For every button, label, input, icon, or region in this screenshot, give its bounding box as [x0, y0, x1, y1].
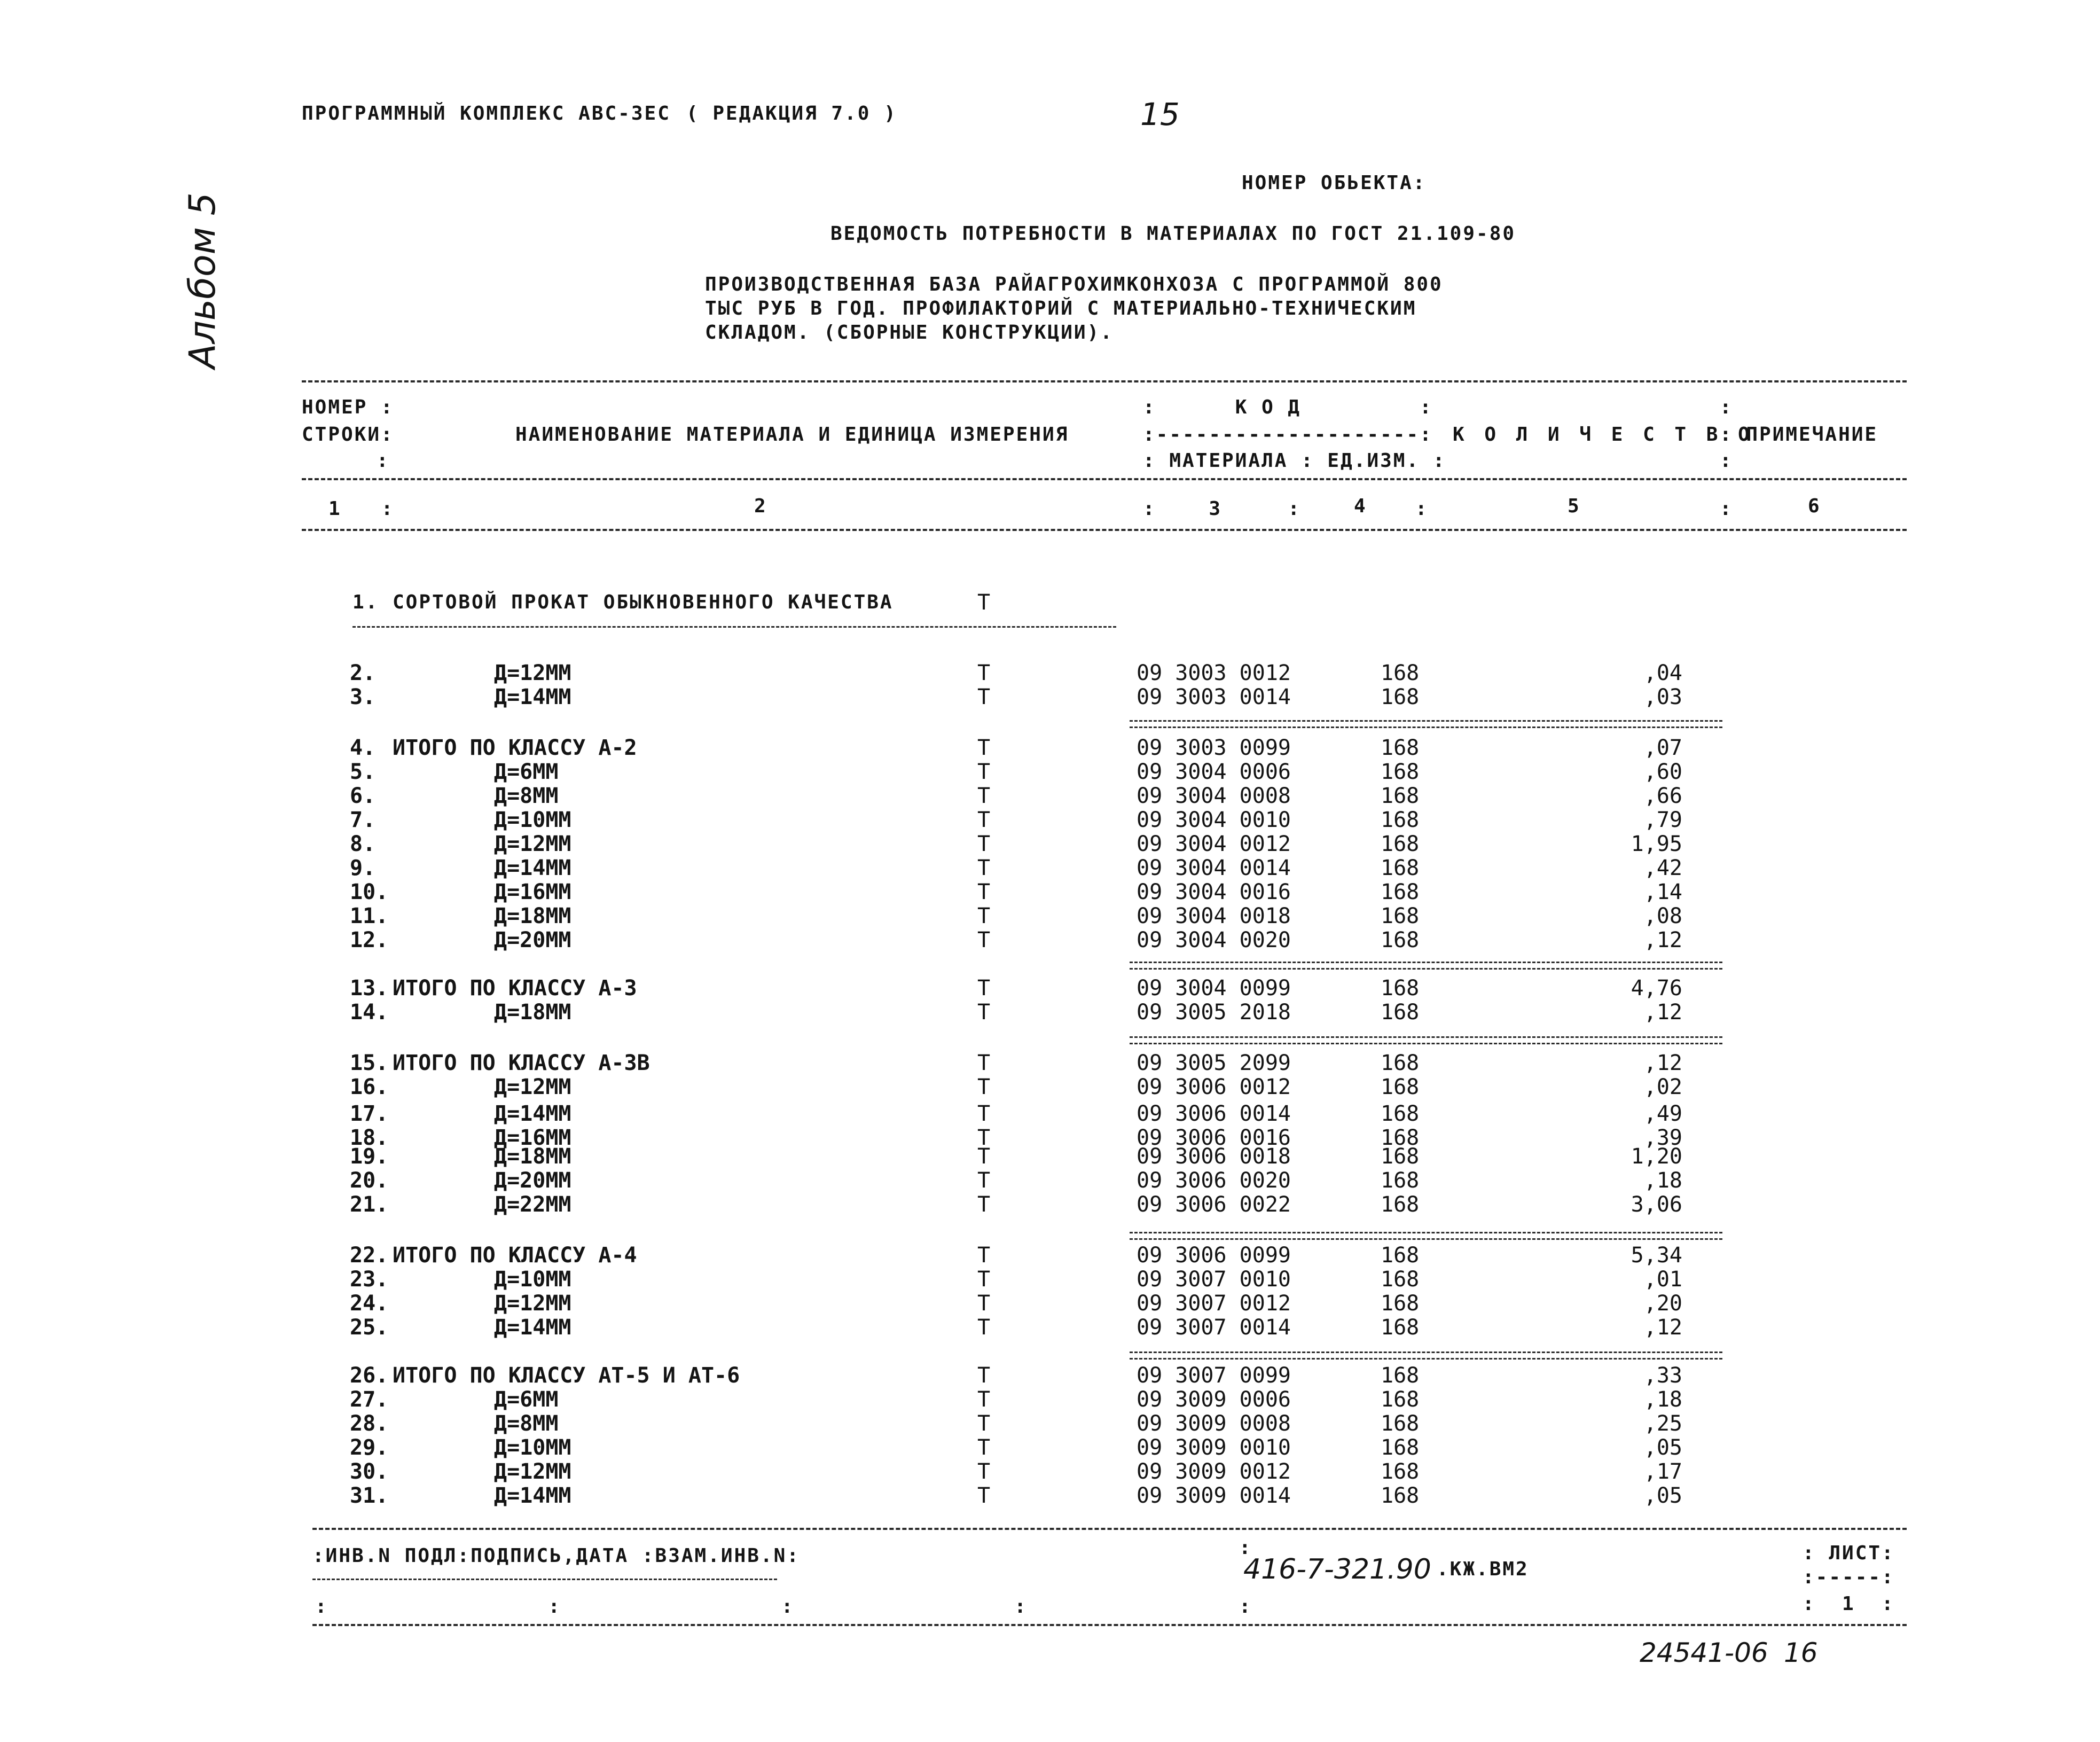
row-number: 23.: [350, 1267, 389, 1292]
total-separator: [1130, 1352, 1722, 1360]
row-number: 11.: [350, 904, 389, 928]
material-code: 09 3003 0014: [1137, 685, 1291, 709]
material-code: 09 3009 0008: [1137, 1411, 1291, 1436]
material-code: 09 3004 0006: [1137, 760, 1291, 784]
unit: Т: [977, 1411, 991, 1436]
material-name: Д=14ММ: [494, 1315, 571, 1340]
unit-code: 168: [1381, 832, 1420, 856]
material-name: Д=16ММ: [494, 880, 571, 904]
quantity: ,08: [1643, 904, 1682, 928]
quantity: ,07: [1643, 736, 1682, 760]
material-name: Д=10ММ: [494, 808, 571, 832]
quantity: ,12: [1643, 928, 1682, 952]
header-quantity: К О Л И Ч Е С Т В О: [1453, 424, 1754, 446]
material-name: Д=8ММ: [494, 784, 559, 808]
unit-code: 168: [1381, 928, 1420, 952]
unit-code: 168: [1381, 1411, 1420, 1436]
unit-code: 168: [1381, 661, 1420, 685]
unit: Т: [977, 1459, 991, 1484]
material-code: 09 3004 0016: [1137, 880, 1291, 904]
unit: Т: [977, 760, 991, 784]
unit: Т: [977, 661, 991, 685]
row-number: 24.: [350, 1291, 389, 1316]
unit-code: 168: [1381, 808, 1420, 832]
quantity: ,12: [1643, 1051, 1682, 1075]
table-row: [0, 761, 2100, 786]
table-row: [0, 662, 2100, 687]
section-unit: Т: [977, 590, 991, 615]
sheet-separator: :-----:: [1803, 1566, 1895, 1588]
row-number: 27.: [350, 1387, 389, 1412]
unit-code: 168: [1381, 1387, 1420, 1412]
material-name: Д=18ММ: [494, 904, 571, 928]
description-line: СКЛАДОМ. (СБОРНЫЕ КОНСТРУКЦИИ).: [705, 322, 1114, 343]
doc-code-colon: :: [1239, 1596, 1252, 1618]
unit-code: 168: [1381, 1363, 1420, 1388]
row-number: 2.: [350, 661, 376, 685]
program-name: ПРОГРАММНЫЙ КОМПЛЕКС АВС-3ЕС: [302, 103, 671, 124]
unit-code: 168: [1381, 1051, 1420, 1075]
material-code: 09 3006 0018: [1137, 1144, 1291, 1169]
table-row: [0, 833, 2100, 858]
material-code: 09 3009 0010: [1137, 1435, 1291, 1460]
table-row: [0, 1194, 2100, 1218]
quantity: ,25: [1643, 1411, 1682, 1436]
quantity: ,12: [1643, 1315, 1682, 1340]
material-name: ИТОГО ПО КЛАССУ А-2: [393, 736, 637, 760]
row-number: 26.: [350, 1363, 389, 1388]
material-name: Д=10ММ: [494, 1435, 571, 1460]
row-number: 6.: [350, 784, 376, 808]
table-row: [0, 978, 2100, 1002]
material-name: Д=22ММ: [494, 1192, 571, 1217]
unit-code: 168: [1381, 1483, 1420, 1508]
unit-code: 168: [1381, 1291, 1420, 1316]
row-number: 16.: [350, 1075, 389, 1099]
archive-number: 24541-06: [1640, 1637, 1768, 1668]
unit: Т: [977, 832, 991, 856]
col-number-2: 2: [754, 495, 767, 517]
material-name: Д=18ММ: [494, 1000, 571, 1025]
unit-code: 168: [1381, 784, 1420, 808]
material-name: Д=12ММ: [494, 1075, 571, 1099]
unit: Т: [977, 1435, 991, 1460]
table-row: [0, 1245, 2100, 1269]
material-name: ИТОГО ПО КЛАССУ А-3: [393, 976, 637, 1001]
material-name: Д=20ММ: [494, 928, 571, 952]
sheet-label: : ЛИСТ:: [1803, 1542, 1895, 1564]
description-line: ТЫС РУБ В ГОД. ПРОФИЛАКТОРИЙ С МАТЕРИАЛЬНО-ТЕХНИЧЕСКИМ: [705, 298, 1417, 319]
header-note-top: :: [1720, 396, 1733, 418]
material-name: ИТОГО ПО КЛАССУ АТ-5 И АТ-6: [393, 1363, 740, 1388]
section-name: СОРТОВОЙ ПРОКАТ ОБЫКНОВЕННОГО КАЧЕСТВА: [393, 591, 894, 613]
material-name: Д=12ММ: [494, 661, 571, 685]
header-row-number-line2: СТРОКИ:: [302, 424, 394, 446]
unit-code: 168: [1381, 976, 1420, 1001]
divider: [312, 1528, 1907, 1530]
unit-code: 168: [1381, 1315, 1420, 1340]
material-code: 09 3007 0012: [1137, 1291, 1291, 1316]
row-number: 20.: [350, 1168, 389, 1193]
unit-code: 168: [1381, 736, 1420, 760]
unit: Т: [977, 1051, 991, 1075]
unit-code: 168: [1381, 880, 1420, 904]
row-number: 13.: [350, 976, 389, 1001]
doc-code: 416-7-321.90: [1243, 1553, 1431, 1585]
material-code: 09 3005 2099: [1137, 1051, 1291, 1075]
unit: Т: [977, 1267, 991, 1292]
unit-code: 168: [1381, 685, 1420, 709]
material-code: 09 3007 0014: [1137, 1315, 1291, 1340]
unit-code: 168: [1381, 1126, 1420, 1150]
table-row: [0, 881, 2100, 906]
sheet-number: : 1 :: [1803, 1593, 1895, 1615]
unit-code: 168: [1381, 1267, 1420, 1292]
table-row: [0, 1317, 2100, 1341]
document-title: ВЕДОМОСТЬ ПОТРЕБНОСТИ В МАТЕРИАЛАХ ПО ГОСТ 21.109-80: [830, 223, 1516, 245]
table-row: [0, 1389, 2100, 1413]
table-row: [0, 1076, 2100, 1101]
unit: Т: [977, 856, 991, 880]
table-row: [0, 809, 2100, 834]
quantity: ,01: [1643, 1267, 1682, 1292]
table-row: [0, 929, 2100, 954]
material-name: Д=14ММ: [494, 856, 571, 880]
material-name: Д=12ММ: [494, 1291, 571, 1316]
col-number-6-sep: :: [1720, 498, 1733, 520]
row-number: 21.: [350, 1192, 389, 1217]
unit: Т: [977, 1000, 991, 1025]
quantity: ,49: [1643, 1102, 1682, 1126]
material-code: 09 3009 0006: [1137, 1387, 1291, 1412]
material-name: ИТОГО ПО КЛАССУ А-4: [393, 1243, 637, 1268]
material-name: Д=14ММ: [494, 1102, 571, 1126]
table-row: [0, 1437, 2100, 1462]
material-name: ИТОГО ПО КЛАССУ А-3В: [393, 1051, 650, 1075]
material-code: 09 3004 0018: [1137, 904, 1291, 928]
divider: [302, 380, 1907, 382]
divider: [352, 626, 1116, 628]
unit: Т: [977, 1387, 991, 1412]
col-number-6: 6: [1808, 495, 1821, 517]
material-code: 09 3006 0099: [1137, 1243, 1291, 1268]
quantity: ,03: [1643, 685, 1682, 709]
unit-code: 168: [1381, 1243, 1420, 1268]
unit: Т: [977, 1363, 991, 1388]
unit: Т: [977, 1483, 991, 1508]
header-row-number-line1: НОМЕР :: [302, 396, 394, 418]
material-name: Д=12ММ: [494, 832, 571, 856]
unit: Т: [977, 880, 991, 904]
table-row: [0, 785, 2100, 810]
material-name: Д=20ММ: [494, 1168, 571, 1193]
quantity: ,02: [1643, 1075, 1682, 1099]
row-number: 17.: [350, 1102, 389, 1126]
material-code: 09 3006 0022: [1137, 1192, 1291, 1217]
material-code: 09 3006 0016: [1137, 1126, 1291, 1150]
unit: Т: [977, 784, 991, 808]
row-number: 31.: [350, 1483, 389, 1508]
unit-code: 168: [1381, 1075, 1420, 1099]
total-separator: [1130, 720, 1722, 728]
object-number-label: НОМЕР ОБЬЕКТА:: [1242, 172, 1427, 194]
quantity: ,20: [1643, 1291, 1682, 1316]
unit: Т: [977, 1192, 991, 1217]
row-number: 5.: [350, 760, 376, 784]
unit-code: 168: [1381, 1459, 1420, 1484]
row-number: 9.: [350, 856, 376, 880]
unit: Т: [977, 808, 991, 832]
header-code-top: : К О Д :: [1143, 396, 1433, 418]
quantity: ,79: [1643, 808, 1682, 832]
table-row: [0, 1103, 2100, 1128]
quantity: ,12: [1643, 1000, 1682, 1025]
table-row: [0, 1365, 2100, 1389]
quantity: ,04: [1643, 661, 1682, 685]
table-row: [0, 1002, 2100, 1026]
col-number-5: 5: [1568, 495, 1581, 517]
table-row: [0, 686, 2100, 711]
table-row: [0, 737, 2100, 762]
stamp-colons: : : : :: [315, 1596, 1036, 1618]
material-code: 09 3004 0099: [1137, 976, 1291, 1001]
quantity: ,18: [1643, 1168, 1682, 1193]
unit-code: 168: [1381, 1102, 1420, 1126]
quantity: ,60: [1643, 760, 1682, 784]
material-code: 09 3007 0010: [1137, 1267, 1291, 1292]
material-name: Д=18ММ: [494, 1144, 571, 1169]
table-row: [0, 1146, 2100, 1170]
section-number: 1.: [352, 591, 379, 613]
table-row: [0, 1052, 2100, 1077]
row-number: 10.: [350, 880, 389, 904]
doc-code-suffix: .КЖ.ВМ2: [1437, 1558, 1529, 1580]
unit: Т: [977, 1144, 991, 1169]
material-code: 09 3007 0099: [1137, 1363, 1291, 1388]
material-name: Д=6ММ: [494, 760, 559, 784]
unit: Т: [977, 1168, 991, 1193]
quantity: ,05: [1643, 1483, 1682, 1508]
row-number: 14.: [350, 1000, 389, 1025]
material-code: 09 3004 0020: [1137, 928, 1291, 952]
stamp-labels: :ИНВ.N ПОДЛ:ПОДПИСЬ,ДАТА :ВЗАМ.ИНВ.N:: [312, 1545, 800, 1567]
row-number: 25.: [350, 1315, 389, 1340]
row-number: 19.: [350, 1144, 389, 1169]
material-name: Д=10ММ: [494, 1267, 571, 1292]
header-material-name: НАИМЕНОВАНИЕ МАТЕРИАЛА И ЕДИНИЦА ИЗМЕРЕНИЯ: [515, 424, 1069, 446]
material-code: 09 3004 0014: [1137, 856, 1291, 880]
header-note-bottom: :: [1720, 450, 1733, 472]
unit: Т: [977, 736, 991, 760]
quantity: ,42: [1643, 856, 1682, 880]
quantity: ,66: [1643, 784, 1682, 808]
row-number: 30.: [350, 1459, 389, 1484]
material-name: Д=12ММ: [494, 1459, 571, 1484]
header-row-number-line3: :: [377, 450, 390, 472]
quantity: ,05: [1643, 1435, 1682, 1460]
unit: Т: [977, 685, 991, 709]
unit: Т: [977, 1075, 991, 1099]
unit-code: 168: [1381, 856, 1420, 880]
row-number: 4.: [350, 736, 376, 760]
material-name: Д=8ММ: [494, 1411, 559, 1436]
table-row: [0, 1170, 2100, 1194]
material-code: 09 3009 0012: [1137, 1459, 1291, 1484]
col-number-4: 4: [1354, 495, 1367, 517]
table-row: [0, 1461, 2100, 1486]
material-code: 09 3004 0008: [1137, 784, 1291, 808]
material-name: Д=6ММ: [494, 1387, 559, 1412]
col-number-1: 1 :: [328, 498, 395, 520]
quantity: ,14: [1643, 880, 1682, 904]
quantity: ,18: [1643, 1387, 1682, 1412]
program-edition: ( РЕДАКЦИЯ 7.0 ): [686, 103, 897, 124]
divider: [302, 478, 1907, 480]
quantity: 5,34: [1631, 1243, 1682, 1268]
archive-page: 16: [1784, 1637, 1818, 1668]
table-row: [0, 1413, 2100, 1438]
table-row: [0, 1485, 2100, 1510]
unit: Т: [977, 1126, 991, 1150]
material-name: Д=16ММ: [494, 1126, 571, 1150]
row-number: 28.: [350, 1411, 389, 1436]
divider: [302, 529, 1907, 531]
row-number: 15.: [350, 1051, 389, 1075]
quantity: ,39: [1643, 1126, 1682, 1150]
header-note: : ПРИМЕЧАНИЕ: [1720, 424, 1878, 446]
unit: Т: [977, 1315, 991, 1340]
material-code: 09 3003 0012: [1137, 661, 1291, 685]
table-row: [0, 1269, 2100, 1293]
doc-code-colon: :: [1239, 1537, 1252, 1559]
quantity: ,17: [1643, 1459, 1682, 1484]
unit: Т: [977, 928, 991, 952]
material-code: 09 3006 0014: [1137, 1102, 1291, 1126]
material-code: 09 3004 0012: [1137, 832, 1291, 856]
material-name: Д=14ММ: [494, 1483, 571, 1508]
unit-code: 168: [1381, 760, 1420, 784]
row-number: 18.: [350, 1126, 389, 1150]
divider: [312, 1579, 777, 1580]
unit: Т: [977, 1243, 991, 1268]
unit-code: 168: [1381, 904, 1420, 928]
page-number: 15: [1140, 96, 1180, 132]
material-code: 09 3006 0020: [1137, 1168, 1291, 1193]
col-number-3: : 3 :: [1143, 498, 1302, 520]
row-number: 29.: [350, 1435, 389, 1460]
total-separator: [1130, 1232, 1722, 1240]
material-code: 09 3003 0099: [1137, 736, 1291, 760]
divider: [312, 1624, 1907, 1626]
material-code: 09 3009 0014: [1137, 1483, 1291, 1508]
unit: Т: [977, 1291, 991, 1316]
material-code: 09 3006 0012: [1137, 1075, 1291, 1099]
header-code-mid: :--------------------:: [1143, 424, 1433, 446]
unit-code: 168: [1381, 1192, 1420, 1217]
description-line: ПРОИЗВОДСТВЕННАЯ БАЗА РАЙАГРОХИМКОНХОЗА С ПРОГРАММОЙ 800: [705, 274, 1443, 295]
album-label: Альбом 5: [182, 192, 224, 369]
quantity: ,33: [1643, 1363, 1682, 1388]
table-row: [0, 1293, 2100, 1317]
table-row: [0, 857, 2100, 882]
unit: Т: [977, 976, 991, 1001]
row-number: 3.: [350, 685, 376, 709]
col-number-4-sep: :: [1415, 498, 1429, 520]
header-code-bottom: : МАТЕРИАЛА : ЕД.ИЗМ. :: [1143, 450, 1446, 472]
quantity: 1,20: [1631, 1144, 1682, 1169]
unit-code: 168: [1381, 1168, 1420, 1193]
total-separator: [1130, 1036, 1722, 1044]
quantity: 4,76: [1631, 976, 1682, 1001]
unit: Т: [977, 904, 991, 928]
row-number: 12.: [350, 928, 389, 952]
table-row: [0, 905, 2100, 930]
row-number: 8.: [350, 832, 376, 856]
unit-code: 168: [1381, 1000, 1420, 1025]
material-code: 09 3004 0010: [1137, 808, 1291, 832]
unit-code: 168: [1381, 1144, 1420, 1169]
quantity: 1,95: [1631, 832, 1682, 856]
unit-code: 168: [1381, 1435, 1420, 1460]
unit: Т: [977, 1102, 991, 1126]
row-number: 22.: [350, 1243, 389, 1268]
row-number: 7.: [350, 808, 376, 832]
quantity: 3,06: [1631, 1192, 1682, 1217]
total-separator: [1130, 962, 1722, 970]
material-name: Д=14ММ: [494, 685, 571, 709]
material-code: 09 3005 2018: [1137, 1000, 1291, 1025]
